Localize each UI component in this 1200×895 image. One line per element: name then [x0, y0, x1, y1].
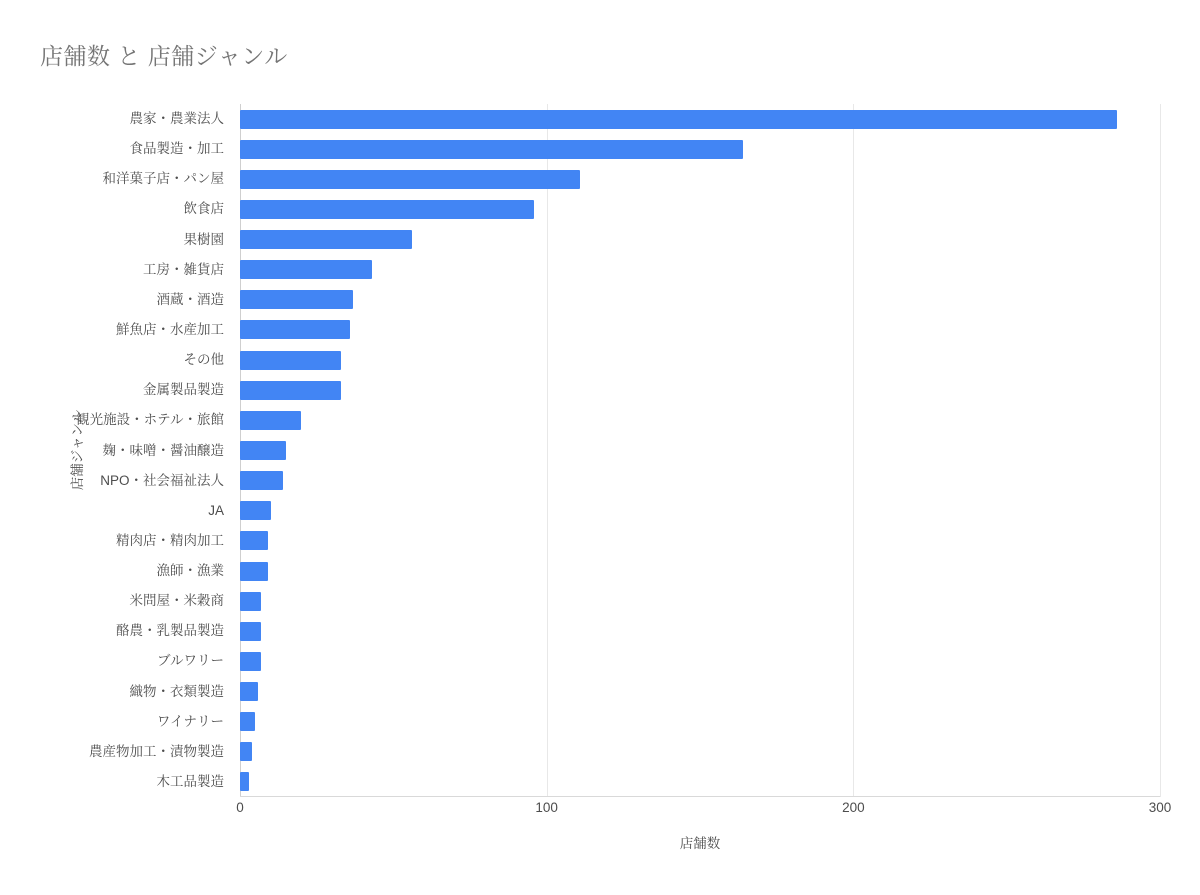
bar[interactable] [240, 260, 372, 279]
bar-row[interactable] [240, 772, 1160, 791]
chart-title: 店舗数 と 店舗ジャンル [40, 43, 288, 69]
bar-row[interactable] [240, 230, 1160, 249]
bar-row[interactable] [240, 200, 1160, 219]
bar[interactable] [240, 712, 255, 731]
y-axis-tick-label: 精肉店・精肉加工 [116, 532, 224, 548]
x-axis-tick-label: 200 [842, 800, 865, 815]
y-axis-tick-label: 飲食店 [183, 201, 224, 217]
bar[interactable] [240, 140, 743, 159]
bar[interactable] [240, 531, 268, 550]
bar-series [240, 104, 1160, 797]
x-axis-line [240, 796, 1160, 797]
bar-row[interactable] [240, 471, 1160, 490]
x-axis-tick-label: 300 [1148, 800, 1172, 815]
bar-row[interactable] [240, 320, 1160, 339]
bar[interactable] [240, 682, 258, 701]
bar-row[interactable] [240, 592, 1160, 611]
bar[interactable] [240, 441, 286, 460]
bar-row[interactable] [240, 441, 1160, 460]
bar-row[interactable] [240, 110, 1160, 129]
bar[interactable] [240, 652, 261, 671]
y-axis-tick-label: 観光施設・ホテル・旅館 [76, 412, 224, 428]
bar-row[interactable] [240, 562, 1160, 581]
bar-row[interactable] [240, 170, 1160, 189]
x-axis-tick-label: 100 [535, 800, 558, 815]
x-axis-tick-labels [236, 800, 1172, 820]
y-axis-tick-label: JA [208, 502, 224, 518]
y-axis-tick-label: 麹・味噌・醤油醸造 [102, 442, 224, 458]
y-axis-tick-label: 農家・農業法人 [129, 111, 224, 127]
x-axis-tick-label: 0 [236, 800, 244, 815]
bar-row[interactable] [240, 290, 1160, 309]
y-axis-tick-label: 米問屋・米穀商 [129, 593, 224, 609]
bar-row[interactable] [240, 742, 1160, 761]
y-axis-tick-label: その他 [183, 352, 224, 368]
bar-row[interactable] [240, 260, 1160, 279]
bar-row[interactable] [240, 381, 1160, 400]
y-axis-tick-label: 果樹園 [183, 231, 224, 247]
bar[interactable] [240, 381, 341, 400]
gridline-300 [1160, 104, 1161, 797]
bar-row[interactable] [240, 682, 1160, 701]
bar[interactable] [240, 501, 271, 520]
plot-area [240, 104, 1160, 797]
y-axis-tick-label: ブルワリー [157, 653, 224, 669]
y-axis-tick-label: 和洋菓子店・パン屋 [102, 171, 224, 187]
bar[interactable] [240, 742, 252, 761]
y-axis-tick-label: 漁師・漁業 [156, 563, 224, 579]
y-axis-tick-label: 農産物加工・漬物製造 [89, 743, 224, 759]
bar-row[interactable] [240, 140, 1160, 159]
bar-row[interactable] [240, 501, 1160, 520]
bar[interactable] [240, 772, 249, 791]
bar[interactable] [240, 351, 341, 370]
bar-row[interactable] [240, 652, 1160, 671]
y-axis-title: 店舗ジャンル [70, 409, 86, 491]
bar[interactable] [240, 592, 261, 611]
bar-row[interactable] [240, 712, 1160, 731]
y-axis-tick-labels [0, 104, 232, 797]
bar-row[interactable] [240, 411, 1160, 430]
bar[interactable] [240, 411, 301, 430]
bar-row[interactable] [240, 531, 1160, 550]
bar[interactable] [240, 471, 283, 490]
y-axis-tick-label: 酪農・乳製品製造 [116, 623, 224, 639]
bar[interactable] [240, 110, 1117, 129]
bar[interactable] [240, 290, 353, 309]
y-axis-tick-label: 金属製品製造 [143, 382, 224, 398]
bar[interactable] [240, 320, 350, 339]
bar[interactable] [240, 200, 534, 219]
y-axis-tick-label: 織物・衣類製造 [129, 683, 224, 699]
y-axis-tick-label: ワイナリー [156, 713, 224, 729]
x-axis-title: 店舗数 [679, 836, 721, 851]
y-axis-tick-label: 鮮魚店・水産加工 [116, 321, 224, 337]
y-axis-tick-label: 酒蔵・酒造 [156, 291, 224, 307]
y-axis-tick-label: 木工品製造 [156, 773, 224, 789]
y-axis-tick-label: NPO・社会福祉法人 [100, 472, 224, 488]
bar[interactable] [240, 622, 261, 641]
bar[interactable] [240, 562, 268, 581]
y-axis-tick-label: 工房・雑貨店 [143, 261, 224, 277]
bar[interactable] [240, 170, 580, 189]
bar-row[interactable] [240, 351, 1160, 370]
bar[interactable] [240, 230, 412, 249]
bar-row[interactable] [240, 622, 1160, 641]
y-axis-tick-label: 食品製造・加工 [129, 141, 224, 157]
